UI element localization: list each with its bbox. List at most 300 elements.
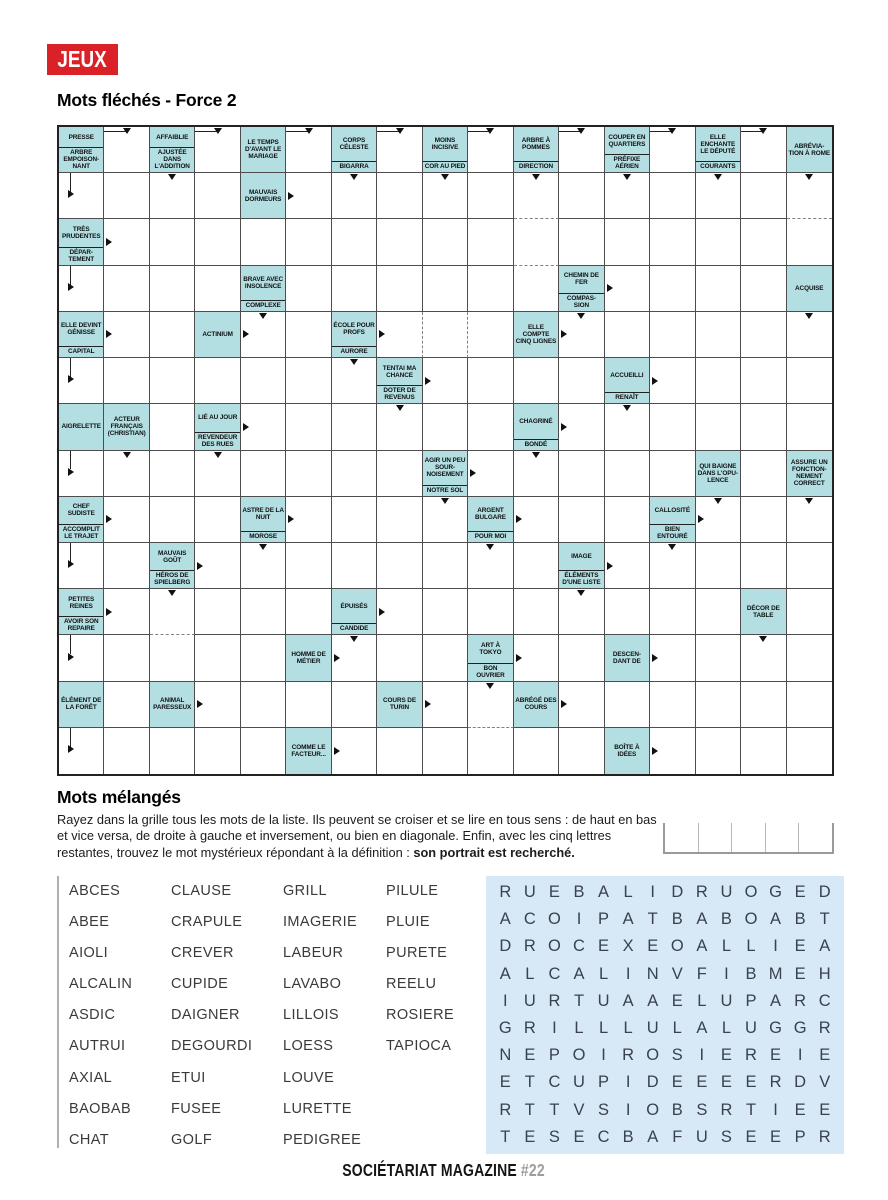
clue-cell: [104, 404, 149, 450]
letter-cell: E: [720, 1073, 732, 1092]
answer-cell: [787, 219, 832, 265]
letter-cell: P: [598, 910, 610, 929]
letter-cell: B: [671, 910, 683, 929]
mots-melanges-instructions: [57, 812, 665, 861]
answer-cell: [514, 589, 559, 635]
answer-cell: [150, 497, 195, 543]
letter-cell: V: [671, 964, 683, 983]
letter-cell: I: [773, 937, 778, 956]
letter-cell: I: [625, 964, 631, 983]
clue-text-bottom: DOTER DE REVENUS: [377, 385, 421, 403]
mystery-letter-box: [665, 823, 699, 852]
arrow-down-icon: [123, 452, 131, 458]
answer-cell: [468, 728, 513, 774]
answer-cell: [650, 635, 695, 681]
answer-cell: [605, 173, 650, 219]
clue-cell: [59, 404, 104, 450]
word-item: CUPIDE: [171, 976, 229, 993]
answer-cell: [332, 497, 377, 543]
arrow-right-icon: [68, 190, 74, 198]
letter-cell: I: [552, 1019, 557, 1038]
letter-cell: U: [745, 1019, 757, 1038]
answer-cell: [787, 497, 832, 543]
answer-cell: [605, 451, 650, 497]
answer-cell: [605, 497, 650, 543]
answer-cell: [286, 173, 331, 219]
letter-cell: E: [745, 1073, 757, 1092]
arrow-down-icon: [168, 590, 176, 596]
arrow-right-icon: [516, 654, 522, 662]
clue-text-top: ÉPUISÉS: [340, 602, 368, 610]
answer-cell: [605, 312, 650, 358]
arrow-right-icon: [106, 515, 112, 523]
letter-cell: O: [670, 937, 684, 956]
clue-cell: [468, 635, 513, 681]
clue-cell: [605, 728, 650, 774]
arrow-down-icon: [623, 174, 631, 180]
letter-cell: L: [746, 937, 756, 956]
answer-cell: [377, 266, 422, 312]
answer-cell: [59, 266, 104, 312]
answer-cell: [195, 173, 240, 219]
answer-cell: [195, 266, 240, 312]
word-item: ASDIC: [69, 1007, 116, 1024]
answer-cell: [241, 404, 286, 450]
letter-cell: T: [745, 1100, 757, 1119]
letter-cell: E: [598, 937, 610, 956]
clue-cell: [332, 127, 377, 173]
answer-cell: [741, 173, 786, 219]
answer-cell: [377, 728, 422, 774]
letter-cell: A: [598, 883, 610, 902]
letter-cell: T: [500, 1127, 511, 1146]
letter-cell: L: [598, 1019, 609, 1038]
answer-cell: [741, 127, 786, 173]
letter-cell: U: [720, 883, 733, 902]
word-item: DAIGNER: [171, 1007, 240, 1024]
clue-text-bottom: DIRECTION: [514, 161, 558, 172]
answer-cell: [104, 219, 149, 265]
answer-cell: [650, 312, 695, 358]
answer-cell: [241, 219, 286, 265]
arrow-down-icon: [486, 683, 494, 689]
mots-fleches-title: Mots fléchés - Force 2: [57, 90, 237, 110]
arrow-down-icon: [532, 452, 540, 458]
clue-cell: [332, 312, 377, 358]
letter-cell: A: [819, 937, 831, 956]
answer-cell: [377, 219, 422, 265]
letter-cell: E: [819, 1046, 831, 1065]
letter-cell: U: [695, 1127, 708, 1146]
clue-text: LE TEMPS D'AVANT LE MARIAGE: [245, 139, 282, 161]
arrow-right-icon: [470, 469, 476, 477]
letter-cell: E: [745, 1127, 757, 1146]
answer-cell: [150, 589, 195, 635]
arrow-right-icon: [334, 654, 340, 662]
clue-cell: [514, 312, 559, 358]
answer-cell: [514, 635, 559, 681]
instructions-definition: son portrait est recherché.: [413, 844, 575, 860]
mots-melanges-title: Mots mélangés: [57, 787, 181, 807]
answer-cell: [423, 404, 468, 450]
answer-cell: [241, 728, 286, 774]
letter-cell: L: [623, 1019, 633, 1038]
letter-cell: A: [622, 910, 634, 929]
letter-cell: P: [745, 991, 757, 1010]
answer-cell: [377, 589, 422, 635]
answer-cell: [104, 358, 149, 404]
clue-cell: [286, 728, 331, 774]
word-item: LURETTE: [283, 1100, 352, 1117]
clue-text: DÉCOR DE TABLE: [746, 604, 780, 619]
letter-cell: R: [622, 1046, 635, 1065]
arrow-down-icon: [532, 174, 540, 180]
clue-text-bottom: REVENDEUR DES RUES: [195, 432, 239, 450]
answer-cell: [241, 543, 286, 589]
letter-cell: I: [625, 1073, 631, 1092]
answer-cell: [332, 451, 377, 497]
word-item: LABEUR: [283, 945, 344, 962]
answer-cell: [332, 543, 377, 589]
letter-cell: R: [720, 1100, 733, 1119]
letter-cell: R: [818, 1019, 831, 1038]
letter-cell: L: [672, 1019, 682, 1038]
answer-cell: [286, 127, 331, 173]
clue-text: ASSURE UN FONCTION- NEMENT CORRECT: [790, 459, 828, 488]
clue-cell: [696, 127, 741, 173]
word-item: CHAT: [69, 1131, 109, 1148]
answer-cell: [514, 451, 559, 497]
word-item: IMAGERIE: [283, 914, 358, 931]
answer-cell: [241, 589, 286, 635]
clue-text-bottom: PRÉFIXE AÉRIEN: [605, 154, 649, 172]
answer-cell: [286, 219, 331, 265]
answer-cell: [696, 728, 741, 774]
answer-cell: [423, 635, 468, 681]
letter-cell: O: [572, 1046, 586, 1065]
word-item: GRILL: [283, 883, 327, 899]
clue-text-top: CALLOSITÉ: [654, 506, 690, 514]
letter-cell: E: [499, 1073, 511, 1092]
letter-cell: I: [576, 910, 582, 929]
letter-cell: E: [524, 1046, 536, 1065]
clue-text-bottom: POUR MOI: [468, 531, 512, 542]
letter-cell: V: [573, 1100, 585, 1119]
answer-cell: [696, 635, 741, 681]
answer-cell: [696, 404, 741, 450]
answer-cell: [150, 728, 195, 774]
answer-cell: [423, 312, 468, 358]
letter-cell: A: [622, 991, 634, 1010]
arrow-down-icon: [168, 174, 176, 180]
clue-cell: [377, 358, 422, 404]
clue-text-bottom: AURORE: [332, 346, 376, 357]
answer-cell: [787, 358, 832, 404]
answer-cell: [423, 358, 468, 404]
clue-cell: [59, 589, 104, 635]
letter-cell: G: [498, 1019, 512, 1038]
answer-cell: [195, 219, 240, 265]
word-item: CLAUSE: [171, 883, 232, 899]
clue-text: AIGRELETTE: [61, 423, 101, 431]
letter-cell: B: [622, 1127, 634, 1146]
answer-cell: [150, 358, 195, 404]
clue-cell: [468, 497, 513, 543]
letter-cell: P: [548, 1046, 560, 1065]
clue-text-top: TRÈS PRUDENTES: [61, 226, 101, 241]
answer-cell: [423, 543, 468, 589]
letter-cell: X: [622, 937, 634, 956]
clue-text-top: PRESSE: [68, 133, 94, 141]
answer-cell: [559, 173, 604, 219]
answer-cell: [741, 266, 786, 312]
letter-cell: M: [768, 964, 783, 983]
arrow-right-icon: [68, 283, 74, 291]
arrow-down-icon: [305, 128, 313, 134]
issue-number: #22: [521, 1160, 546, 1180]
clue-text: MAUVAIS DORMEURS: [244, 188, 282, 203]
answer-cell: [195, 497, 240, 543]
answer-cell: [286, 312, 331, 358]
clue-cell: [423, 127, 468, 173]
mystery-letter-box: [732, 823, 766, 852]
answer-cell: [605, 589, 650, 635]
word-item: LILLOIS: [283, 1007, 339, 1024]
clue-cell: [787, 127, 832, 173]
word-item: ETUI: [171, 1069, 206, 1086]
answer-cell: [423, 682, 468, 728]
arrow-right-icon: [68, 745, 74, 753]
answer-cell: [787, 173, 832, 219]
letter-cell: U: [597, 991, 610, 1010]
answer-cell: [241, 682, 286, 728]
answer-cell: [514, 358, 559, 404]
answer-cell: [605, 543, 650, 589]
arrow-right-icon: [607, 562, 613, 570]
clue-text-bottom: COR AU PIED: [424, 163, 466, 171]
answer-cell: [650, 451, 695, 497]
letter-cell: O: [646, 1046, 660, 1065]
letter-cell: R: [794, 991, 807, 1010]
answer-cell: [468, 266, 513, 312]
answer-cell: [468, 682, 513, 728]
arrow-right-icon: [197, 562, 203, 570]
word-item: DEGOURDI: [171, 1038, 253, 1055]
answer-cell: [150, 404, 195, 450]
letter-cell: B: [671, 1100, 683, 1119]
letter-cell: R: [695, 883, 708, 902]
answer-cell: [104, 127, 149, 173]
crossword-grid: [57, 125, 834, 776]
answer-cell: [377, 497, 422, 543]
arrow-right-icon: [288, 515, 294, 523]
letter-cell: A: [696, 1019, 708, 1038]
letter-cell: T: [647, 910, 658, 929]
letter-cell: E: [770, 1127, 782, 1146]
arrow-down-icon: [486, 544, 494, 550]
clue-text-bottom: ÉLÉMENTS D'UNE LISTE: [559, 570, 603, 588]
instructions-text: Rayez dans la grille tous les mots de la liste. Ils peuvent se croiser et se lire en tous sens : de haut en bas et vice versa, de droite à gauche et inversement, ou bien en diagonale. Enfin, avec les cinq lettres restantes, trouvez le mot mystérieux répondant à la définition :: [57, 812, 657, 860]
footer-text: [343, 1160, 545, 1181]
clue-text-top: AGIR UN PEU SOUR- NOISEMENT: [424, 457, 466, 479]
answer-cell: [195, 543, 240, 589]
answer-cell: [696, 266, 741, 312]
clue-cell: [514, 404, 559, 450]
clue-text-top: ART À TOKYO: [479, 641, 502, 656]
answer-cell: [241, 312, 286, 358]
answer-cell: [696, 682, 741, 728]
clue-text-bottom: MOROSE: [241, 531, 285, 542]
answer-cell: [59, 451, 104, 497]
answer-cell: [559, 451, 604, 497]
answer-cell: [377, 404, 422, 450]
letter-cell: I: [502, 991, 508, 1010]
letter-cell: C: [573, 937, 585, 956]
answer-cell: [514, 219, 559, 265]
letter-cell: A: [696, 910, 708, 929]
answer-cell: [559, 127, 604, 173]
answer-cell: [423, 497, 468, 543]
answer-cell: [332, 358, 377, 404]
letter-cell: I: [625, 1100, 631, 1119]
clue-text: BOÎTE À IDÉES: [614, 743, 640, 758]
clue-text-bottom: CAPITAL: [59, 346, 103, 357]
arrow-down-icon: [259, 313, 267, 319]
arrow-right-icon: [425, 377, 431, 385]
answer-cell: [104, 589, 149, 635]
letter-cell: S: [696, 1100, 708, 1119]
clue-text-top: ARGENT BULGARE: [475, 506, 506, 521]
answer-cell: [332, 635, 377, 681]
page-footer: [0, 1160, 888, 1181]
clue-text-bottom: DÉPAR- TEMENT: [59, 247, 103, 265]
arrow-right-icon: [652, 377, 658, 385]
clue-cell: [241, 497, 286, 543]
answer-cell: [741, 497, 786, 543]
arrow-right-icon: [106, 608, 112, 616]
answer-cell: [559, 589, 604, 635]
answer-cell: [741, 635, 786, 681]
answer-cell: [377, 635, 422, 681]
answer-cell: [696, 543, 741, 589]
arrow-right-icon: [379, 330, 385, 338]
letter-cell: R: [523, 937, 536, 956]
answer-cell: [286, 543, 331, 589]
clue-cell: [605, 127, 650, 173]
clue-text-bottom: HÉROS DE SPIELBERG: [150, 570, 194, 588]
arrow-right-icon: [425, 700, 431, 708]
letter-cell: O: [548, 937, 561, 956]
answer-cell: [468, 358, 513, 404]
word-item: REELU: [386, 976, 437, 993]
mystery-letter-box: [799, 823, 832, 852]
letter-cell: S: [548, 1127, 560, 1146]
answer-cell: [559, 358, 604, 404]
arrow-right-icon: [607, 284, 613, 292]
clue-cell: [514, 682, 559, 728]
letter-cell: O: [744, 883, 758, 902]
clue-text-top: CHAGRINÉ: [519, 417, 553, 425]
arrow-right-icon: [68, 560, 74, 568]
answer-cell: [423, 728, 468, 774]
clue-text-bottom: AJUSTÉE DANS L'ADDITION: [150, 147, 194, 172]
letter-cell: L: [721, 1019, 732, 1038]
answer-cell: [787, 312, 832, 358]
arrow-down-icon: [350, 359, 358, 365]
letter-cell: S: [598, 1100, 610, 1119]
answer-cell: [514, 543, 559, 589]
arrow-down-icon: [577, 590, 585, 596]
clue-cell: [559, 543, 604, 589]
letter-cell: F: [696, 964, 707, 983]
letter-cell: U: [720, 991, 733, 1010]
clue-cell: [286, 635, 331, 681]
mystery-letter-box: [699, 823, 733, 852]
clue-text-top: LIÉ AU JOUR: [198, 414, 238, 422]
answer-cell: [59, 543, 104, 589]
clue-cell: [605, 358, 650, 404]
letter-cell: R: [769, 1073, 782, 1092]
clue-text: COURS DE TURIN: [383, 697, 416, 712]
letter-cell: N: [499, 1046, 512, 1065]
answer-cell: [741, 728, 786, 774]
answer-cell: [195, 635, 240, 681]
arrow-right-icon: [561, 330, 567, 338]
letter-cell: T: [549, 1100, 560, 1119]
answer-cell: [468, 219, 513, 265]
letter-cell: V: [819, 1073, 831, 1092]
answer-cell: [559, 635, 604, 681]
letter-cell: G: [793, 1019, 807, 1038]
answer-cell: [741, 404, 786, 450]
arrow-right-icon: [197, 700, 203, 708]
arrow-right-icon: [243, 330, 249, 338]
answer-cell: [104, 728, 149, 774]
clue-text: QUI BAIGNE DANS L'OPU- LENCE: [697, 462, 738, 484]
arrow-down-icon: [623, 405, 631, 411]
letter-cell: A: [647, 991, 659, 1010]
word-item: FUSEE: [171, 1100, 222, 1117]
answer-cell: [332, 219, 377, 265]
word-item: CREVER: [171, 945, 234, 962]
arrow-down-icon: [441, 174, 449, 180]
jeux-section-badge: [47, 44, 118, 75]
clue-text: ACTEUR FRANÇAIS (CHRISTIAN): [107, 416, 146, 438]
clue-text-bottom: COMPAS- SION: [559, 293, 603, 311]
arrow-right-icon: [106, 238, 112, 246]
answer-cell: [787, 404, 832, 450]
clue-text-top: TENTAI MA CHANCE: [382, 364, 417, 379]
arrow-right-icon: [288, 192, 294, 200]
wordsearch-grid: [486, 876, 844, 1154]
letter-cell: D: [671, 883, 684, 902]
arrow-down-icon: [805, 498, 813, 504]
clue-text-top: ARBRE À POMMES: [521, 137, 551, 152]
answer-cell: [195, 682, 240, 728]
letter-cell: G: [769, 1019, 782, 1038]
answer-cell: [741, 682, 786, 728]
answer-cell: [741, 219, 786, 265]
answer-cell: [468, 589, 513, 635]
arrow-connector-line: [70, 451, 71, 470]
arrow-connector-line: [70, 266, 71, 285]
answer-cell: [468, 173, 513, 219]
letter-cell: C: [818, 991, 831, 1010]
clue-cell: [195, 404, 240, 450]
arrow-right-icon: [698, 515, 704, 523]
answer-cell: [104, 266, 149, 312]
answer-cell: [423, 173, 468, 219]
